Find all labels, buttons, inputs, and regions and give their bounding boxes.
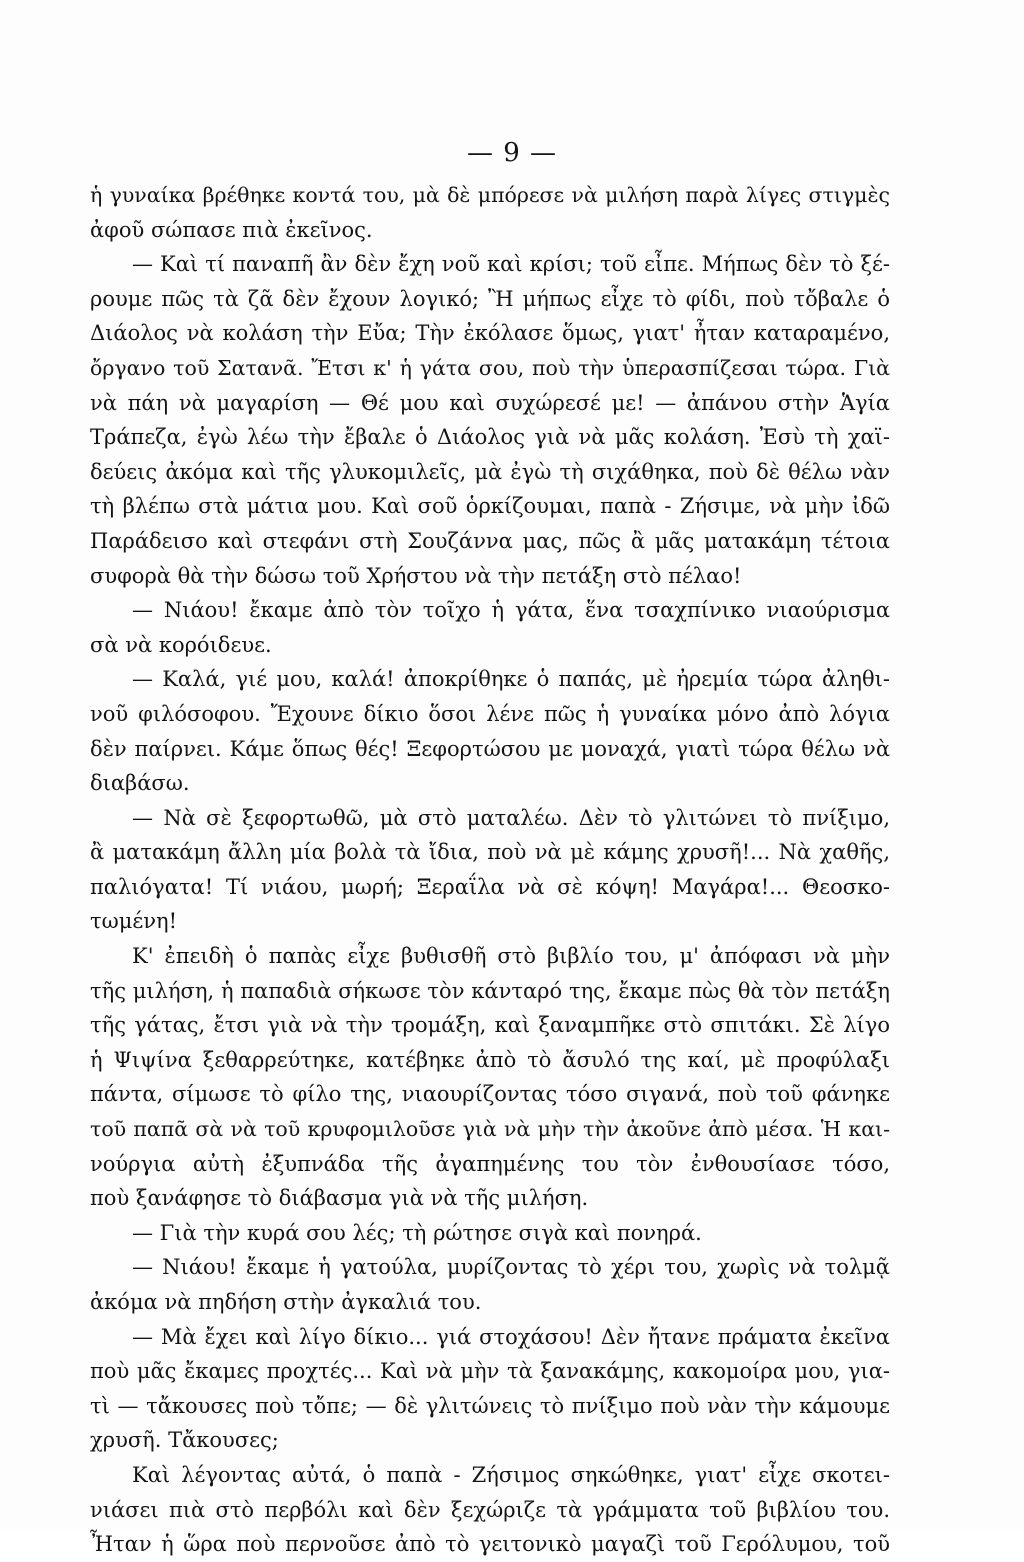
text-line: — Νὰ σὲ ξεφορτωθῶ, μὰ στὸ ματαλέω. Δὲν τὸ γλιτώνει τὸ πνίξιμο, (132, 805, 890, 830)
text-line: παλιόγατα! Τί νιάου, μωρή; Ξεραΐλα νὰ σὲ κόψη! Μαγάρα!... Θεοσκο- (90, 874, 890, 899)
text-line: ὄργανο τοῦ Σατανᾶ. Ἔτσι κ' ἡ γάτα σου, ποὺ τὴν ὑπερασπίζεσαι τώρα. Γιὰ (90, 355, 890, 380)
text-line: Κ' ἐπειδὴ ὁ παπὰς εἶχε βυθισθῆ στὸ βιβλίο του, μ' ἀπόφασι νὰ μὴν (132, 944, 890, 969)
text-line: ρουμε πῶς τὰ ζᾶ δὲν ἔχουν λογικό; Ἢ μήπως εἶχε τὸ φίδι, ποὺ τὄβαλε ὁ (90, 286, 890, 311)
text-line: Παράδεισο καὶ στεφάνι στὴ Σουζάννα μας, πῶς ἂ μᾶς ματακάμη τέτοια (90, 528, 890, 553)
text-body (90, 178, 890, 1562)
text-line: Διάολος νὰ κολάση τὴν Εὔα; Τὴν ἐκόλασε ὅμως, γιατ' ἦταν καταραμένο, (90, 321, 890, 346)
text-line: νιάσει πιὰ στὸ περβόλι καὶ δὲν ξεχώριζε τὰ γράμματα τοῦ βιβλίου του. (90, 1497, 890, 1522)
text-line: ἀφοῦ σώπασε πιὰ ἐκεῖνος. (90, 217, 373, 242)
text-line: νὰ πάη νὰ μαγαρίση — Θέ μου καὶ συχώρεσέ με! — ἀπάνου στὴν Ἁγία (90, 390, 890, 415)
text-line: Τράπεζα, ἐγὼ λέω τὴν ἔβαλε ὁ Διάολος γιὰ νὰ μᾶς κολάση. Ἐσὺ τὴ χαϊ- (90, 425, 890, 450)
text-line: ποὺ μᾶς ἔκαμες προχτές... Καὶ νὰ μὴν τὰ ξανακάμης, κακομοίρα μου, για- (90, 1359, 890, 1384)
text-line: διαβάσω. (90, 771, 190, 796)
text-line: σὰ νὰ κορόιδευε. (90, 632, 272, 657)
text-line: τὶ — τἄκουσες ποὺ τὄπε; — δὲ γλιτώνεις τὸ πνίξιμο ποὺ νὰν τὴν κάμουμε (90, 1393, 890, 1418)
text-line: τωμένη! (90, 909, 178, 934)
text-line: τὴ βλέπω στὰ μάτια μου. Καὶ σοῦ ὁρκίζουμαι, παπὰ - Ζήσιμε, νὰ μὴν ἰδῶ (90, 494, 890, 519)
text-line: ἡ Ψιψίνα ξεθαρρεύτηκε, κατέβηκε ἀπὸ τὸ ἄσυλό της καί, μὲ προφύλαξι (90, 1047, 890, 1072)
text-line: τῆς γάτας, ἔτσι γιὰ νὰ τὴν τρομάξη, καὶ ξαναμπῆκε στὸ σπιτάκι. Σὲ λίγο (90, 1013, 890, 1038)
text-line: συφορὰ θὰ τὴν δώσω τοῦ Χρήστου νὰ τὴν πετάξη στὸ πέλαο! (90, 563, 742, 588)
text-line: — Νιάου! ἔκαμε ἀπὸ τὸν τοῖχο ἡ γάτα, ἕνα τσαχπίνικο νιαούρισμα (132, 598, 890, 623)
text-line: δὲν παίρνει. Κάμε ὅπως θές! Ξεφορτώσου με μοναχά, γιατὶ τώρα θέλω νὰ (90, 736, 890, 761)
text-line: πάντα, σίμωσε τὸ φίλο της, νιαουρίζοντας τόσο σιγανά, ποὺ τοῦ φάνηκε (90, 1082, 890, 1107)
page-number: — 9 — (466, 138, 558, 168)
text-line: τοῦ παπᾶ σὰ νὰ τοῦ κρυφομιλοῦσε γιὰ νὰ μὴν τὴν ἀκοῦνε ἀπὸ μέσα. Ἡ και- (90, 1117, 890, 1142)
text-line: — Καὶ τί παναπῆ ἂν δὲν ἔχη νοῦ καὶ κρίσι; τοῦ εἶπε. Μήπως δὲν τὸ ξέ- (132, 252, 890, 277)
text-line: νοῦ φιλόσοφου. Ἔχουνε δίκιο ὅσοι λένε πῶς ἡ γυναίκα μόνο ἀπὸ λόγια (90, 701, 890, 726)
text-line: — Γιὰ τὴν κυρά σου λές; τὴ ρώτησε σιγὰ καὶ πονηρά. (132, 1220, 702, 1245)
text-line: ἂ ματακάμη ἄλλη μία βολὰ τὰ ἴδια, ποὺ νὰ μὲ κάμης χρυσῆ!... Νὰ χαθῆς, (90, 840, 890, 865)
text-line: Ἦταν ἡ ὥρα ποὺ περνοῦσε ἀπὸ τὸ γειτονικὸ μαγαζὶ τοῦ Γερόλυμου, τοῦ (90, 1532, 890, 1557)
text-line: — Νιάου! ἔκαμε ἡ γατούλα, μυρίζοντας τὸ χέρι του, χωρὶς νὰ τολμᾷ (132, 1255, 890, 1280)
text-line: ποὺ ξανάφησε τὸ διάβασμα γιὰ νὰ τῆς μιλήση. (90, 1186, 589, 1211)
text-line: — Μὰ ἔχει καὶ λίγο δίκιο... γιά στοχάσου! Δὲν ἤτανε πράματα ἐκεῖνα (132, 1324, 890, 1349)
text-line: τῆς μιλήση, ἡ παπαδιὰ σήκωσε τὸν κάνταρό της, ἔκαμε πὼς θὰ τὸν πετάξη (90, 978, 890, 1003)
text-line: Καὶ λέγοντας αὐτά, ὁ παπὰ - Ζήσιμος σηκώθηκε, γιατ' εἶχε σκοτει- (132, 1462, 890, 1487)
text-line: ἡ γυναίκα βρέθηκε κοντά του, μὰ δὲ μπόρεσε νὰ μιλήση παρὰ λίγες στιγμὲς (90, 183, 890, 207)
text-line: ἀκόμα νὰ πηδήση στὴν ἀγκαλιά του. (90, 1290, 482, 1314)
text-line: χρυσῆ. Τἄκουσες; (90, 1428, 279, 1453)
text-line: δεύεις ἀκόμα καὶ τῆς γλυκομιλεῖς, μὰ ἐγὼ τὴ σιχάθηκα, ποὺ δὲ θέλω νὰν (90, 459, 890, 484)
text-line: — Καλά, γιέ μου, καλά! ἀποκρίθηκε ὁ παπάς, μὲ ἠρεμία τώρα ἀληθι- (132, 667, 890, 692)
text-line: νούργια αὐτὴ ἐξυπνάδα τῆς ἀγαπημένης του τὸν ἐνθουσίασε τόσο, (90, 1151, 890, 1176)
